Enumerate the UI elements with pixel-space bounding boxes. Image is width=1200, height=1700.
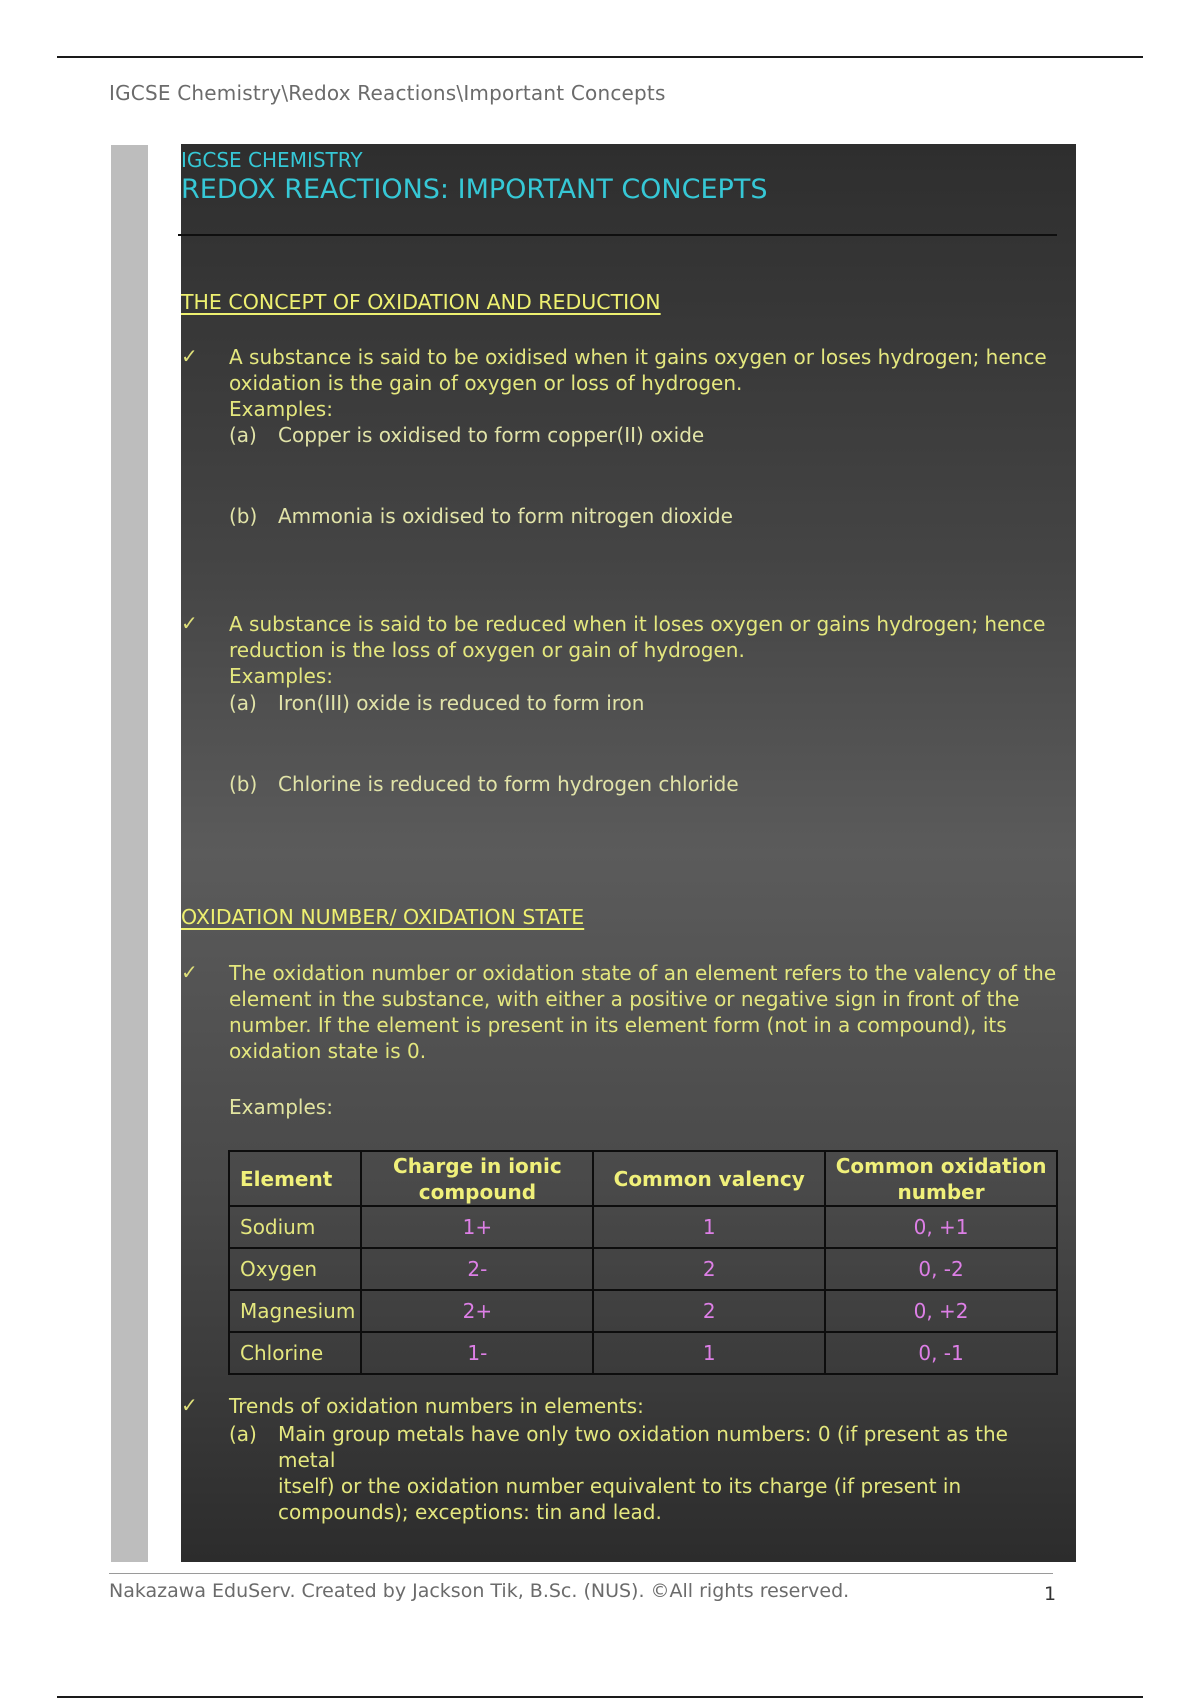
table-cell: 1 — [593, 1206, 825, 1248]
bullet-oxidation-number: The oxidation number or oxidation state of an element refers to the valency of the element in the substance, with either a positive or negative sign in front of the number. If the element is present in its element form (not in a compound), its oxidation state is 0. — [229, 961, 1057, 1063]
section-heading-oxidation-number: OXIDATION NUMBER/ OXIDATION STATE — [181, 905, 585, 929]
table-cell: 0, -1 — [825, 1332, 1057, 1374]
table-cell: 0, +1 — [825, 1206, 1057, 1248]
table-cell: 1- — [361, 1332, 593, 1374]
breadcrumb: IGCSE Chemistry\Redox Reactions\Important Concepts — [109, 81, 666, 105]
example-item: (b) Ammonia is oxidised to form nitrogen dioxide — [229, 504, 733, 528]
table-cell: 1+ — [361, 1206, 593, 1248]
sidebar-bar — [111, 145, 148, 1562]
column-header: Charge in ionic compound — [361, 1151, 593, 1206]
table-cell: 2 — [593, 1290, 825, 1332]
bullet-oxidation: A substance is said to be oxidised when it gains oxygen or loses hydrogen; hence oxidation is the gain of oxygen or loss of hydrogen. Examples: — [229, 345, 1047, 421]
table-row — [229, 1248, 1057, 1290]
check-icon: ✓ — [181, 1393, 198, 1417]
bottom-rule — [57, 1696, 1143, 1698]
slide-title: REDOX REACTIONS: IMPORTANT CONCEPTS — [181, 174, 768, 205]
footer-rule — [109, 1573, 1053, 1574]
table-cell: 0, +2 — [825, 1290, 1057, 1332]
column-header: Common oxidation number — [825, 1151, 1057, 1206]
check-icon: ✓ — [181, 344, 198, 368]
column-header: Element — [229, 1151, 361, 1206]
table-cell: Magnesium — [229, 1290, 361, 1332]
table-row — [229, 1290, 1057, 1332]
table-cell: Sodium — [229, 1206, 361, 1248]
oxidation-table — [228, 1150, 1058, 1375]
course-label: IGCSE CHEMISTRY — [181, 148, 363, 172]
table-row — [229, 1206, 1057, 1248]
page-number: 1 — [1044, 1583, 1057, 1605]
table-cell: 2 — [593, 1248, 825, 1290]
bullet-reduction: A substance is said to be reduced when it loses oxygen or gains hydrogen; hence reduction is the loss of oxygen or gain of hydrogen. Examples: — [229, 612, 1046, 688]
column-header: Common valency — [593, 1151, 825, 1206]
slide-panel — [181, 144, 1076, 1562]
bullet-trends: Trends of oxidation numbers in elements: — [229, 1394, 644, 1418]
table-cell: Chlorine — [229, 1332, 361, 1374]
footer-text: Nakazawa EduServ. Created by Jackson Tik, B.Sc. (NUS). ©All rights reserved. — [109, 1580, 850, 1602]
table-header-row — [229, 1151, 1057, 1206]
examples-label: Examples: — [229, 1095, 333, 1119]
check-icon: ✓ — [181, 611, 198, 635]
check-icon: ✓ — [181, 960, 198, 984]
example-item: (a) Main group metals have only two oxidation numbers: 0 (if present as the metal itself) or the oxidation number equivalent to its charge (if present in compounds); exceptions: tin and lead. — [229, 1422, 1008, 1524]
section-heading-concept: THE CONCEPT OF OXIDATION AND REDUCTION — [181, 290, 661, 314]
example-item: (a) Iron(III) oxide is reduced to form iron — [229, 691, 645, 715]
table-cell: Oxygen — [229, 1248, 361, 1290]
table-cell: 1 — [593, 1332, 825, 1374]
example-item: (b) Chlorine is reduced to form hydrogen chloride — [229, 772, 739, 796]
example-item: (a) Copper is oxidised to form copper(II) oxide — [229, 423, 705, 447]
title-rule — [178, 234, 1057, 236]
table-row — [229, 1332, 1057, 1374]
table-cell: 2+ — [361, 1290, 593, 1332]
table-cell: 0, -2 — [825, 1248, 1057, 1290]
top-rule — [57, 56, 1143, 58]
table-cell: 2- — [361, 1248, 593, 1290]
